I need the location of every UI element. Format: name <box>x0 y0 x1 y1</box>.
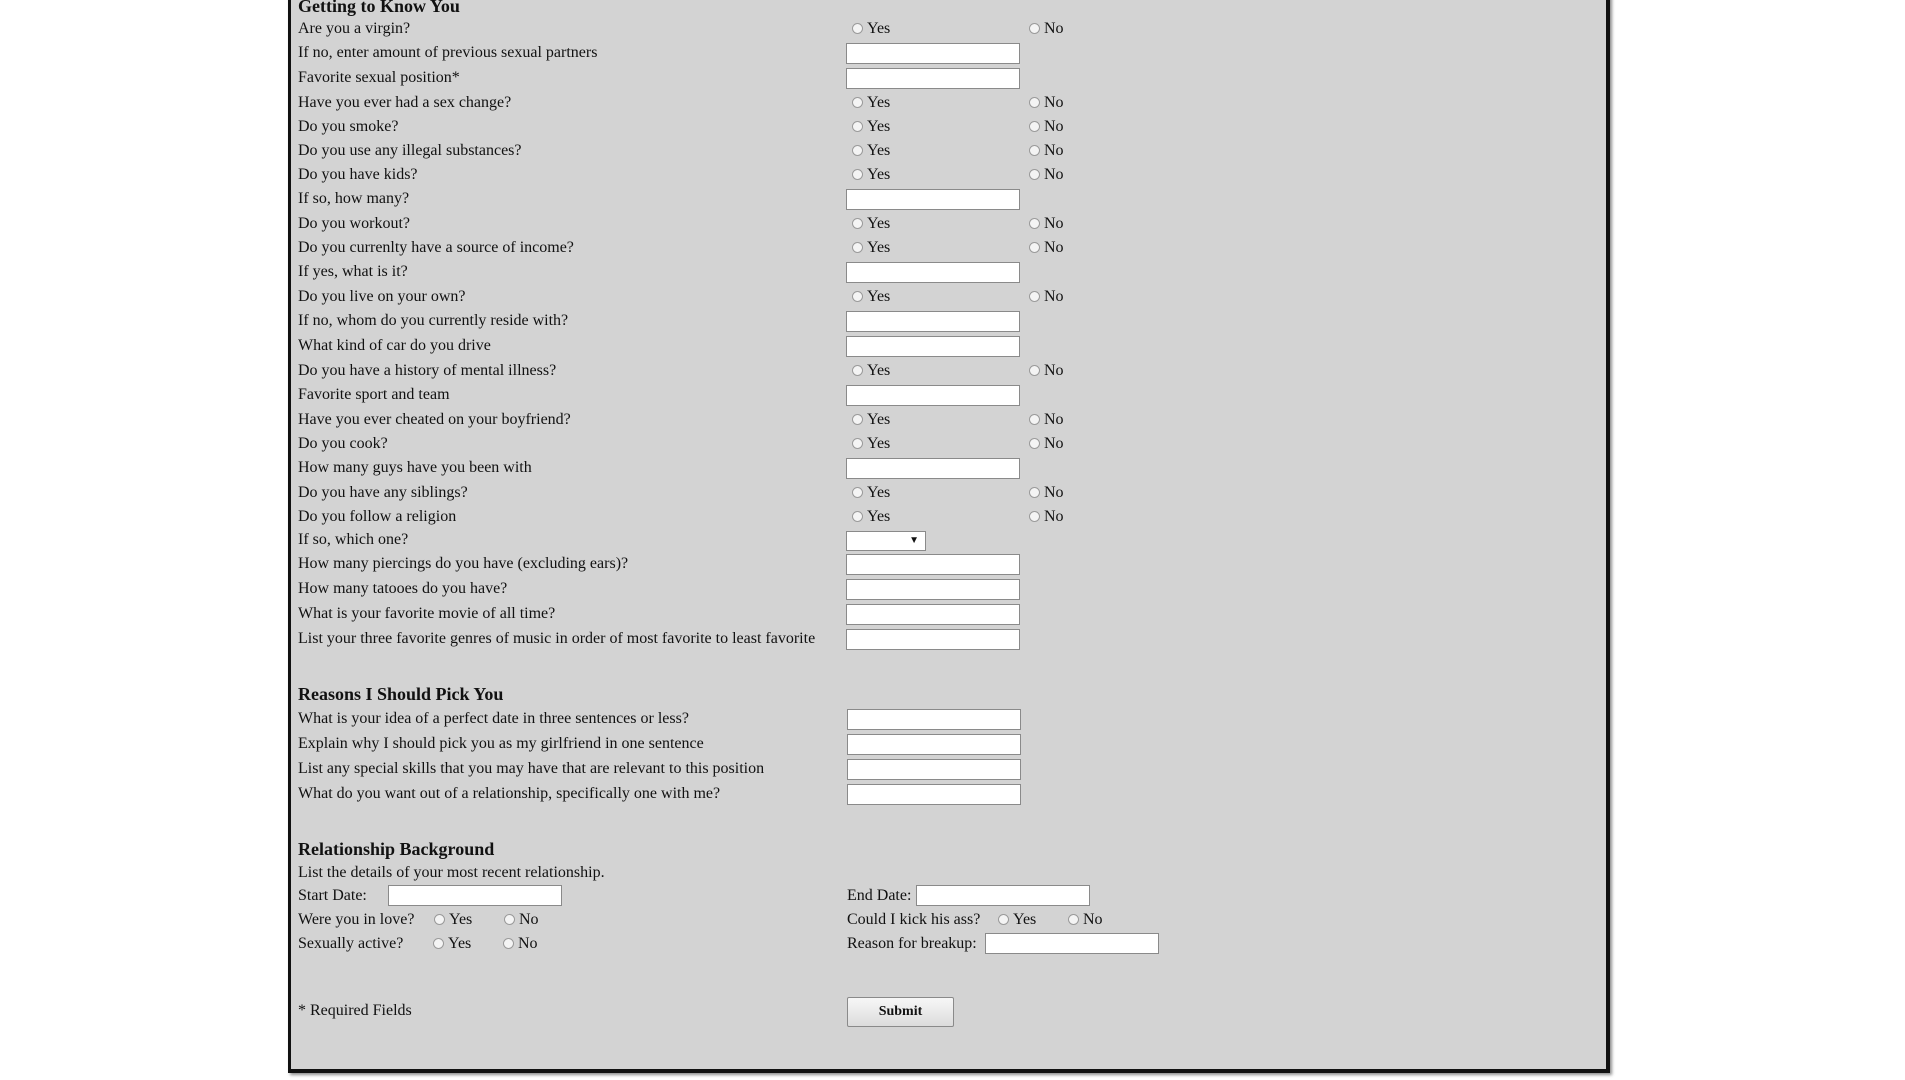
radio-no[interactable] <box>1029 169 1040 180</box>
in-love-no-radio[interactable] <box>504 914 515 925</box>
question-label: How many tatooes do you have? <box>298 580 508 597</box>
question-label: Do you use any illegal substances? <box>298 142 522 159</box>
kick-ass-yes-radio[interactable] <box>998 914 1009 925</box>
radio-yes[interactable] <box>852 121 863 132</box>
section-heading-reasons: Reasons I Should Pick You <box>298 684 504 704</box>
radio-yes-label: Yes <box>867 362 891 379</box>
radio-no-label: No <box>1044 94 1064 111</box>
why-pick-input[interactable] <box>847 734 1021 755</box>
radio-no[interactable] <box>1029 242 1040 253</box>
question-label: How many guys have you been with <box>298 459 532 476</box>
radio-no[interactable] <box>1029 97 1040 108</box>
question-label: If so, how many? <box>298 190 410 207</box>
radio-yes[interactable] <box>852 218 863 229</box>
relationship-wants-input[interactable] <box>847 784 1021 805</box>
radio-yes-label: Yes <box>448 935 472 952</box>
question-label: Do you smoke? <box>298 118 399 135</box>
radio-no[interactable] <box>1029 365 1040 376</box>
radio-yes[interactable] <box>852 97 863 108</box>
radio-no-label: No <box>1044 118 1064 135</box>
radio-no[interactable] <box>1029 23 1040 34</box>
kids-count-input[interactable] <box>846 189 1020 210</box>
radio-no-label: No <box>519 911 539 928</box>
radio-yes[interactable] <box>852 438 863 449</box>
question-label: Do you cook? <box>298 435 388 452</box>
section-heading-relationship: Relationship Background <box>298 839 495 859</box>
breakup-reason-input[interactable] <box>985 933 1159 954</box>
question-label: Do you have a history of mental illness? <box>298 362 557 379</box>
radio-yes-label: Yes <box>449 911 473 928</box>
question-label: Favorite sexual position* <box>298 69 460 86</box>
end-date-label: End Date: <box>847 887 912 904</box>
radio-no[interactable] <box>1029 218 1040 229</box>
radio-no-label: No <box>1044 411 1064 428</box>
radio-yes-label: Yes <box>867 215 891 232</box>
special-skills-input[interactable] <box>847 759 1021 780</box>
radio-yes[interactable] <box>852 365 863 376</box>
question-label: What do you want out of a relationship, specifically one with me? <box>298 785 721 802</box>
tattoos-input[interactable] <box>846 579 1020 600</box>
question-label: List any special skills that you may have that are relevant to this position <box>298 760 765 777</box>
religion-select[interactable] <box>846 531 926 551</box>
radio-no[interactable] <box>1029 487 1040 498</box>
radio-yes[interactable] <box>852 145 863 156</box>
section-heading-getting-to-know: Getting to Know You <box>298 0 460 16</box>
radio-yes[interactable] <box>852 23 863 34</box>
radio-yes-label: Yes <box>867 435 891 452</box>
radio-yes[interactable] <box>852 291 863 302</box>
radio-no-label: No <box>1044 142 1064 159</box>
in-love-label: Were you in love? <box>298 911 415 928</box>
question-label: Are you a virgin? <box>298 20 411 37</box>
radio-yes[interactable] <box>852 242 863 253</box>
radio-yes-label: Yes <box>867 142 891 159</box>
question-label: What is your idea of a perfect date in three sentences or less? <box>298 710 689 727</box>
radio-no-label: No <box>1044 435 1064 452</box>
radio-yes-label: Yes <box>867 484 891 501</box>
reside-with-input[interactable] <box>846 311 1020 332</box>
kick-ass-label: Could I kick his ass? <box>847 911 981 928</box>
music-genres-input[interactable] <box>846 629 1020 650</box>
start-date-input[interactable] <box>388 885 562 906</box>
radio-no-label: No <box>1083 911 1103 928</box>
question-label: Have you ever cheated on your boyfriend? <box>298 411 571 428</box>
piercings-input[interactable] <box>846 554 1020 575</box>
end-date-input[interactable] <box>916 885 1090 906</box>
income-source-input[interactable] <box>846 262 1020 283</box>
question-label: If no, whom do you currently reside with? <box>298 312 569 329</box>
question-label: If so, which one? <box>298 531 409 548</box>
question-label: If no, enter amount of previous sexual partners <box>298 44 598 61</box>
favorite-movie-input[interactable] <box>846 604 1020 625</box>
sport-team-input[interactable] <box>846 385 1020 406</box>
radio-yes-label: Yes <box>867 288 891 305</box>
radio-no-label: No <box>1044 239 1064 256</box>
sexually-active-yes-radio[interactable] <box>433 938 444 949</box>
radio-no-label: No <box>1044 20 1064 37</box>
sexually-active-label: Sexually active? <box>298 935 404 952</box>
dropdown-arrow-icon: ▼ <box>909 535 919 546</box>
radio-yes-label: Yes <box>867 118 891 135</box>
relationship-intro: List the details of your most recent relationship. <box>298 864 605 881</box>
breakup-reason-label: Reason for breakup: <box>847 935 977 952</box>
question-label: What kind of car do you drive <box>298 337 491 354</box>
radio-no-label: No <box>1044 288 1064 305</box>
question-label: Do you workout? <box>298 215 410 232</box>
sexually-active-no-radio[interactable] <box>503 938 514 949</box>
guys-count-input[interactable] <box>846 458 1020 479</box>
radio-no[interactable] <box>1029 121 1040 132</box>
radio-yes-label: Yes <box>867 508 891 525</box>
radio-no-label: No <box>1044 508 1064 525</box>
question-label: Favorite sport and team <box>298 386 450 403</box>
radio-no[interactable] <box>1029 511 1040 522</box>
radio-yes-label: Yes <box>867 20 891 37</box>
car-input[interactable] <box>846 336 1020 357</box>
question-label: Do you currenlty have a source of income? <box>298 239 574 256</box>
question-label: List your three favorite genres of music in order of most favorite to least favorite <box>298 630 816 647</box>
question-label: What is your favorite movie of all time? <box>298 605 556 622</box>
radio-yes-label: Yes <box>867 94 891 111</box>
in-love-yes-radio[interactable] <box>434 914 445 925</box>
question-label: How many piercings do you have (excluding ears)? <box>298 555 629 572</box>
submit-button[interactable]: Submit <box>847 997 954 1027</box>
radio-no-label: No <box>1044 166 1064 183</box>
question-label: Do you live on your own? <box>298 288 466 305</box>
radio-yes[interactable] <box>852 511 863 522</box>
start-date-label: Start Date: <box>298 887 367 904</box>
previous-partners-input[interactable] <box>846 43 1020 64</box>
radio-yes[interactable] <box>852 414 863 425</box>
radio-yes-label: Yes <box>1013 911 1037 928</box>
question-label: Do you have kids? <box>298 166 418 183</box>
favorite-position-input[interactable] <box>846 68 1020 89</box>
radio-no-label: No <box>1044 362 1064 379</box>
radio-yes-label: Yes <box>867 239 891 256</box>
radio-no-label: No <box>1044 484 1064 501</box>
radio-no[interactable] <box>1029 291 1040 302</box>
perfect-date-input[interactable] <box>847 709 1021 730</box>
radio-no[interactable] <box>1029 145 1040 156</box>
question-label: Have you ever had a sex change? <box>298 94 512 111</box>
radio-yes[interactable] <box>852 487 863 498</box>
radio-no[interactable] <box>1029 438 1040 449</box>
question-label: Explain why I should pick you as my girlfriend in one sentence <box>298 735 704 752</box>
radio-yes[interactable] <box>852 169 863 180</box>
radio-no-label: No <box>1044 215 1064 232</box>
question-label: Do you have any siblings? <box>298 484 468 501</box>
question-label: Do you follow a religion <box>298 508 457 525</box>
radio-yes-label: Yes <box>867 411 891 428</box>
radio-no-label: No <box>518 935 538 952</box>
question-label: If yes, what is it? <box>298 263 408 280</box>
required-fields-note: * Required Fields <box>298 1002 412 1019</box>
radio-no[interactable] <box>1029 414 1040 425</box>
kick-ass-no-radio[interactable] <box>1068 914 1079 925</box>
radio-yes-label: Yes <box>867 166 891 183</box>
